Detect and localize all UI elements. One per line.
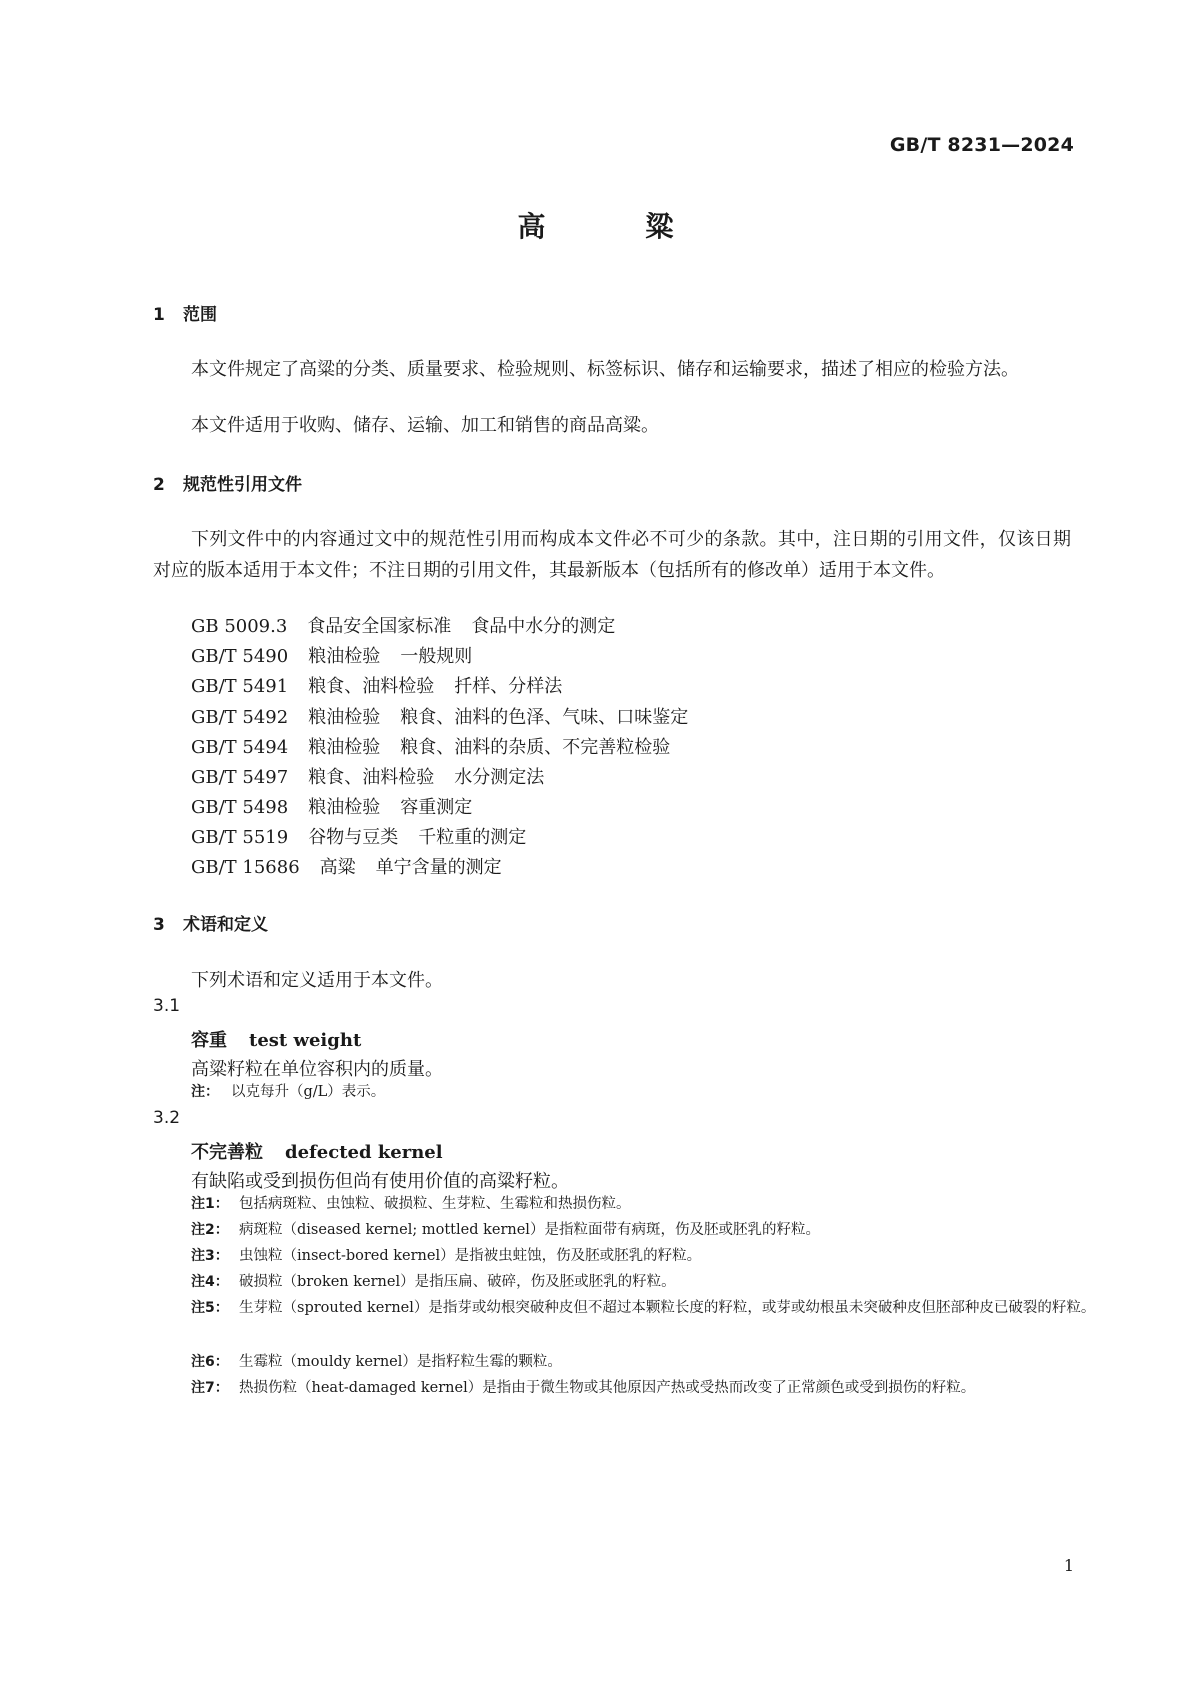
reference-item [191, 612, 615, 638]
reference-title-part-1: 食品安全国家标准 [307, 616, 452, 637]
reference-title-part-1: 高粱 [319, 857, 356, 878]
term-note [191, 1078, 1119, 1106]
term-en: test weight [249, 1030, 362, 1051]
note-label: 注： [191, 1084, 219, 1100]
reference-item [191, 823, 526, 849]
note-label: 注3： [191, 1248, 229, 1264]
term-definition: 高粱籽粒在单位容积内的质量。 [191, 1059, 443, 1080]
reference-code: GB/T 5491 [191, 676, 289, 697]
reference-item [191, 703, 688, 729]
reference-title-part-1: 粮食、油料检验 [308, 676, 435, 697]
term-en: defected kernel [285, 1142, 443, 1163]
section-title: 规范性引用文件 [183, 475, 302, 495]
reference-item [191, 793, 472, 819]
references-intro: 下列文件中的内容通过文中的规范性引用而构成本文件必不可少的条款。其中，注日期的引用文件，仅该日期对应的版本适用于本文件；不注日期的引用文件，其最新版本（包括所有的修改单）适用于本文件。 [153, 529, 1071, 581]
note-text: 包括病斑粒、虫蚀粒、破损粒、生芽粒、生霉粒和热损伤粒。 [239, 1196, 631, 1212]
term-number: 3.1 [153, 996, 181, 1016]
note-label: 注2： [191, 1222, 229, 1238]
note-text: 破损粒（broken kernel）是指压扁、破碎，伤及胚或胚乳的籽粒。 [239, 1274, 676, 1290]
note-label: 注7： [191, 1380, 229, 1396]
reference-title-part-1: 谷物与豆类 [308, 827, 399, 848]
term-definition: 有缺陷或受到损伤但尚有使用价值的高粱籽粒。 [191, 1171, 569, 1192]
section-1-heading [153, 300, 217, 325]
section-3-heading [153, 910, 268, 935]
term-zh: 不完善粒 [191, 1142, 263, 1163]
term-number: 3.2 [153, 1108, 181, 1128]
reference-code: GB/T 5490 [191, 646, 289, 667]
reference-code: GB/T 5494 [191, 737, 289, 758]
term-note [191, 1190, 1119, 1218]
note-text: 生霉粒（mouldy kernel）是指籽粒生霉的颗粒。 [239, 1354, 562, 1370]
reference-item [191, 642, 472, 668]
note-label: 注1： [191, 1196, 229, 1212]
reference-title-part-2: 千粒重的测定 [418, 827, 527, 848]
reference-title-part-1: 粮食、油料检验 [308, 767, 435, 788]
reference-title-part-2: 容重测定 [400, 797, 473, 818]
term-note [191, 1348, 1119, 1376]
note-text: 病斑粒（diseased kernel; mottled kernel）是指粒面带有病斑，伤及胚或胚乳的籽粒。 [239, 1222, 820, 1238]
term-note [191, 1294, 1119, 1322]
document-title: 高粱 [517, 210, 774, 243]
reference-code: GB/T 15686 [191, 857, 300, 878]
reference-code: GB/T 5498 [191, 797, 289, 818]
note-text: 生芽粒（sprouted kernel）是指芽或幼根突破种皮但不超过本颗粒长度的籽粒，或芽或幼根虽未突破种皮但胚部种皮已破裂的籽粒。 [239, 1300, 1096, 1316]
reference-title-part-1: 粮油检验 [308, 737, 381, 758]
term-zh: 容重 [191, 1030, 227, 1051]
reference-item [191, 672, 562, 698]
standard-number: GB/T 8231—2024 [889, 134, 1074, 156]
reference-title-part-2: 粮食、油料的色泽、气味、口味鉴定 [400, 707, 689, 728]
reference-title-part-1: 粮油检验 [308, 797, 381, 818]
reference-title-part-1: 粮油检验 [308, 707, 381, 728]
page-number: 1 [1063, 1556, 1074, 1575]
note-label: 注4： [191, 1274, 229, 1290]
reference-code: GB 5009.3 [191, 616, 288, 637]
reference-title-part-2: 水分测定法 [454, 767, 545, 788]
section-number: 3 [153, 915, 165, 935]
note-label: 注6： [191, 1354, 229, 1370]
reference-title-part-1: 粮油检验 [308, 646, 381, 667]
reference-item [191, 763, 544, 789]
term-note [191, 1242, 1119, 1270]
section-number: 2 [153, 475, 165, 495]
note-text: 虫蚀粒（insect-bored kernel）是指被虫蛀蚀，伤及胚或胚乳的籽粒。 [239, 1248, 702, 1264]
term-note [191, 1268, 1119, 1296]
reference-item [191, 733, 670, 759]
section-2-heading [153, 470, 302, 495]
section-title: 术语和定义 [183, 915, 268, 935]
reference-code: GB/T 5492 [191, 707, 289, 728]
terms-intro: 下列术语和定义适用于本文件。 [191, 970, 443, 991]
reference-code: GB/T 5497 [191, 767, 289, 788]
term-note [191, 1216, 1119, 1244]
term-heading [191, 1138, 443, 1164]
reference-title-part-2: 一般规则 [400, 646, 473, 667]
scope-paragraph-1: 本文件规定了高粱的分类、质量要求、检验规则、标签标识、储存和运输要求，描述了相应的检验方法。 [191, 359, 1019, 380]
term-note [191, 1374, 1119, 1402]
term-heading [191, 1026, 361, 1052]
note-text: 以克每升（g/L）表示。 [231, 1084, 386, 1100]
reference-title-part-2: 单宁含量的测定 [375, 857, 502, 878]
reference-title-part-2: 扦样、分样法 [454, 676, 563, 697]
reference-item [191, 853, 502, 879]
reference-title-part-2: 粮食、油料的杂质、不完善粒检验 [400, 737, 671, 758]
note-text: 热损伤粒（heat-damaged kernel）是指由于微生物或其他原因产热或受热而改变了正常颜色或受到损伤的籽粒。 [239, 1380, 976, 1396]
note-label: 注5： [191, 1300, 229, 1316]
scope-paragraph-2: 本文件适用于收购、储存、运输、加工和销售的商品高粱。 [191, 415, 659, 436]
section-title: 范围 [183, 305, 217, 325]
reference-code: GB/T 5519 [191, 827, 289, 848]
section-number: 1 [153, 305, 165, 325]
reference-title-part-2: 食品中水分的测定 [471, 616, 616, 637]
